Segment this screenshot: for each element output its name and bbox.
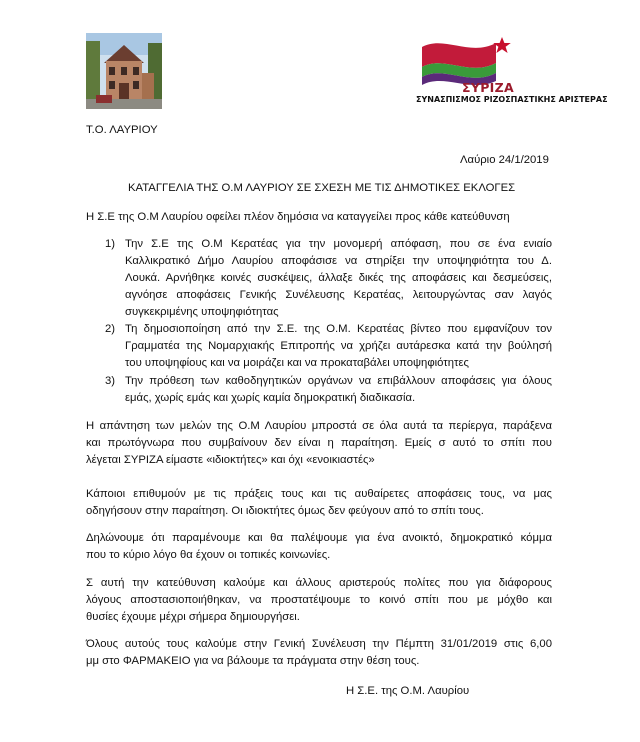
list-item-line: Την Σ.Ε της Ο.Μ Κερατέας για την μονομερή απόφαση, που σε ένα ενιαίο <box>125 238 552 250</box>
logo-name: ΣΥΡΙΖΑ <box>462 80 514 95</box>
list-item-line: Καλλικρατικό Δήμο Λαυρίου αποφάσισε να στηρίξει την υποψηφιότητα του Δ. <box>125 255 552 267</box>
list-item-number: 2) <box>105 323 116 335</box>
paragraph-line: Όλους αυτούς τους καλούμε στην Γενική Συνέλευση την Πέμπτη 31/01/2019 στις 6,00 <box>86 638 552 650</box>
paragraph-line: λόγους αποστασιοποιήθηκαν, να προστατέψουμε το κοινό σπίτι που με μόχθο και <box>86 594 552 606</box>
paragraph-line: Κάποιοι επιθυμούν με τις πράξεις τους και τις αυθαίρετες αποφάσεις τους, να μας <box>86 488 552 500</box>
organization-name: Τ.Ο. ΛΑΥΡΙΟΥ <box>86 124 158 136</box>
paragraph <box>86 486 552 520</box>
paragraph <box>86 530 552 564</box>
list-item-line: Την πρόθεση των καθοδηγητικών οργάνων να επιβάλλουν αποφάσεις για όλους <box>125 375 552 387</box>
paragraph <box>86 418 552 469</box>
list-item <box>125 373 552 407</box>
paragraph-line: λέγεται ΣΥΡΙΖΑ είμαστε «ιδιοκτήτες» και όχι «ενοικιαστές» <box>86 454 375 466</box>
paragraph-line: Σ αυτή την κατεύθυνση καλούμε και άλλους αριστερούς πολίτες που για διάφορους <box>86 577 552 589</box>
building-photo-illustration <box>86 33 162 109</box>
list-item-line: εμάς, χωρίς εμάς και χωρίς καμία δημοκρατική διαδικασία. <box>125 392 416 404</box>
list-item-number: 1) <box>105 238 116 250</box>
list-item-line: συγκεκριμένης υποψηφιότητας <box>125 306 279 318</box>
list-item-line: του υποψηφίους και να μοιράζει και να προκαταβάλει υποψηφιότητες <box>125 357 469 369</box>
paragraph-line: μμ στο ΦΑΡΜΑΚΕΙΟ για να βάλουμε τα πράγματα στην θέση τους. <box>86 655 420 667</box>
document-title: ΚΑΤΑΓΓΕΛΙΑ ΤΗΣ Ο.Μ ΛΑΥΡΙΟΥ ΣΕ ΣΧΕΣΗ ΜΕ ΤΙΣ ΔΗΜΟΤΙΚΕΣ ΕΚΛΟΓΕΣ <box>128 182 516 194</box>
paragraph-line: θυσίες έχουμε μέχρι σήμερα δημιουργήσει. <box>86 611 300 623</box>
building-photo <box>86 33 162 109</box>
signature: Η Σ.Ε. της Ο.Μ. Λαυρίου <box>346 685 470 697</box>
paragraph <box>86 575 552 626</box>
paragraph-line: Δηλώνουμε ότι παραμένουμε και θα παλέψουμε για ένα ανοικτό, δημοκρατικό κόμμα <box>86 532 552 544</box>
document-date: Λαύριο 24/1/2019 <box>460 154 549 166</box>
paragraph-line: οδηγήσουν στην παραίτηση. Οι ιδιοκτήτες όμως δεν φεύγουν από το σπίτι τους. <box>86 505 484 517</box>
list-item <box>125 321 552 372</box>
list-item-line: Γραμματέα της Νομαρχιακής Επιτροπής να χρήζει αυτάρεσκα κατά την βούλησή <box>125 340 552 352</box>
intro-text: Η Σ.Ε της Ο.Μ Λαυρίου οφείλει πλέον δημόσια να καταγγείλει προς κάθε κατεύθυνση <box>86 211 510 223</box>
list-item <box>125 236 552 321</box>
paragraph-line: και πρωτόγνωρα που συμβαίνουν δεν είναι η παραίτηση. Εμείς σ αυτό το σπίτι που <box>86 437 552 449</box>
list-item-number: 3) <box>105 375 116 387</box>
paragraph <box>86 636 552 670</box>
paragraph-line: που το κύριο λόγο θα έχουν οι τοπικές κοινωνίες. <box>86 549 331 561</box>
list-item-line: Τη δημοσιοποίηση από την Σ.Ε. της Ο.Μ. Κερατέας βίντεο που εμφανίζουν τον <box>125 323 552 335</box>
list-item-line: αγνόησε αποφάσεις Γενικής Συνέλευσης Κερατέας, λειτουργώντας σαν λαγός <box>125 289 552 301</box>
list-item-line: Λουκά. Αρνήθηκε κοινές συσκέψεις, άλλαξε δικές της αποφάσεις και δεσμεύσεις, <box>125 272 552 284</box>
paragraph-line: Η απάντηση των μελών της Ο.Μ Λαυρίου μπροστά σε όλα αυτά τα περίεργα, παράξενα <box>86 420 552 432</box>
logo-subtitle: ΣΥΝΑΣΠΙΣΜΟΣ ΡΙΖΟΣΠΑΣΤΙΚΗΣ ΑΡΙΣΤΕΡΑΣ <box>416 95 608 104</box>
